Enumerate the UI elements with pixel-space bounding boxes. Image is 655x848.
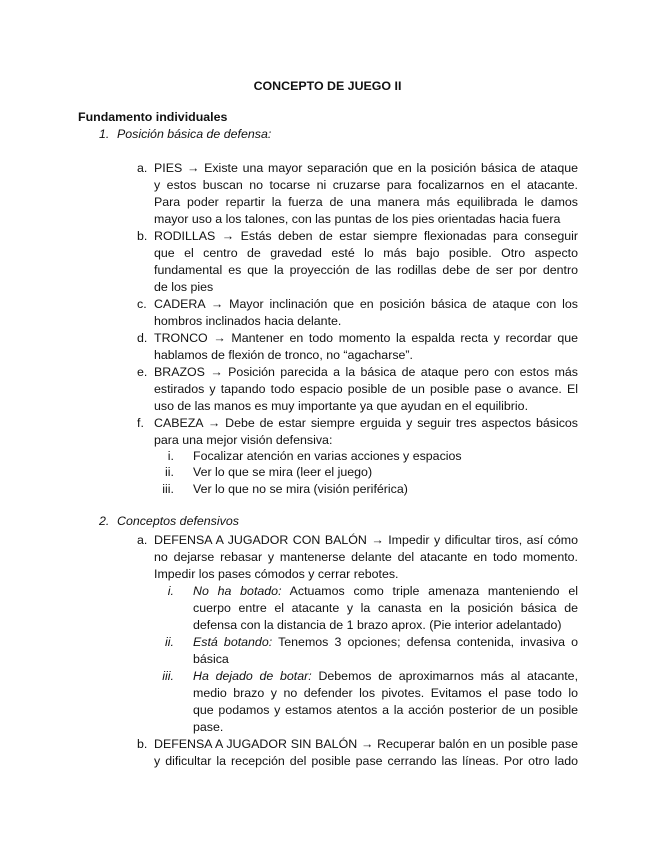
section-number: 2. [99,514,110,528]
paragraph-line: mayor uso a los talones, con las puntas de los pies orientadas hacia fuera [154,212,561,226]
paragraph-line: CABEZA → Debe de estar siempre erguida y seguir tres aspectos básicos [154,416,578,430]
list-marker: d. [137,331,148,345]
sublist-marker: i. [167,449,174,463]
paragraph-line: básica [193,652,229,666]
paragraph-line: y estos buscan no tocarse ni cruzarse para focalizarnos en el atacante. [154,178,578,192]
line-text: Debemos de aproximarnos más al atacante, [311,669,578,683]
paragraph-line: no dejarse rebasar y mantenerse delante del atacante en todo momento. [154,550,578,564]
list-marker: b. [137,737,148,751]
line-text: Actuamos como triple amenaza manteniendo el [281,584,578,598]
paragraph-line: CADERA → Mayor inclinación que en posición básica de ataque con los [154,297,578,311]
list-marker: e. [137,365,148,379]
paragraph-line: TRONCO → Mantener en todo momento la espalda recta y recordar que [154,331,578,345]
sublist-marker: i. [167,584,174,598]
section-heading: Fundamento individuales [78,110,228,124]
paragraph-line: uso de las manos es muy importante ya que ayudan en el equilibrio. [154,399,529,413]
paragraph-line: RODILLAS → Estás deben de estar siempre flexionadas para conseguir [154,229,578,243]
paragraph-line: hablamos de flexión de tronco, no “agacharse”. [154,348,413,362]
paragraph-line: PIES → Existe una mayor separación que en la posición básica de ataque [154,161,578,175]
sublist-marker: iii. [162,669,174,683]
italic-lead: Está botando: [193,635,273,649]
document-title: CONCEPTO DE JUEGO II [253,79,402,93]
paragraph-line: hombros inclinados hacia delante. [154,314,342,328]
italic-lead: Ha dejado de botar: [193,669,312,683]
paragraph-line [193,668,578,685]
paragraph-line: Para poder repartir la fuerza de una manera más equilibrada le damos [154,195,578,209]
paragraph-line [193,583,578,600]
section-number: 1. [99,127,110,141]
paragraph-line: que el centro de gravedad esté lo más bajo posible. Otro aspecto [154,246,578,260]
list-marker: f. [137,416,144,430]
paragraph-line: para una mejor visión defensiva: [154,433,333,447]
italic-lead: No ha botado: [193,584,282,598]
paragraph-line: Focalizar atención en varias acciones y espacios [193,449,462,463]
list-marker: a. [137,533,148,547]
sublist-marker: iii. [162,482,174,496]
paragraph-line: BRAZOS → Posición parecida a la básica de ataque pero con estos más [154,365,578,379]
paragraph-line [193,634,578,651]
paragraph-line: estirados y tapando todo espacio posible de un posible pase o avance. El [154,382,578,396]
paragraph-line: de los pies [154,280,214,294]
sublist-marker: ii. [165,635,174,649]
paragraph-line: medio brazo y no defender los pivotes. Evitamos el pase todo lo [193,686,578,700]
paragraph-line: y dificultar la recepción del posible pase cerrando las líneas. Por otro lado [154,754,578,768]
list-marker: b. [137,229,148,243]
paragraph-line: que podamos y estamos atentos a la acción posterior de un posible [193,703,578,717]
paragraph-line: Ver lo que no se mira (visión periférica) [193,482,408,496]
sublist-marker: ii. [165,465,174,479]
paragraph-line: defensa con la distancia de 1 brazo aprox. (Pie interior adelantado) [193,618,562,632]
paragraph-line: Impedir los pases cómodos y cerrar rebotes. [154,567,399,581]
paragraph-line: DEFENSA A JUGADOR SIN BALÓN → Recuperar balón en un posible pase [154,737,578,751]
paragraph-line: cuerpo entre el atacante y la canasta en la posición básica de [193,601,578,615]
paragraph-line: Ver lo que se mira (leer el juego) [193,465,373,479]
paragraph-line: fundamental es que la proyección de las rodillas debe de ser por dentro [154,263,578,277]
line-text: Tenemos 3 opciones; defensa contenida, invasiva o [272,635,578,649]
section-title: Conceptos defensivos [117,514,239,528]
paragraph-line: pase. [193,720,224,734]
list-marker: c. [137,297,147,311]
paragraph-line: DEFENSA A JUGADOR CON BALÓN → Impedir y dificultar tiros, así cómo [154,533,578,547]
list-marker: a. [137,161,148,175]
section-title: Posición básica de defensa: [117,127,272,141]
